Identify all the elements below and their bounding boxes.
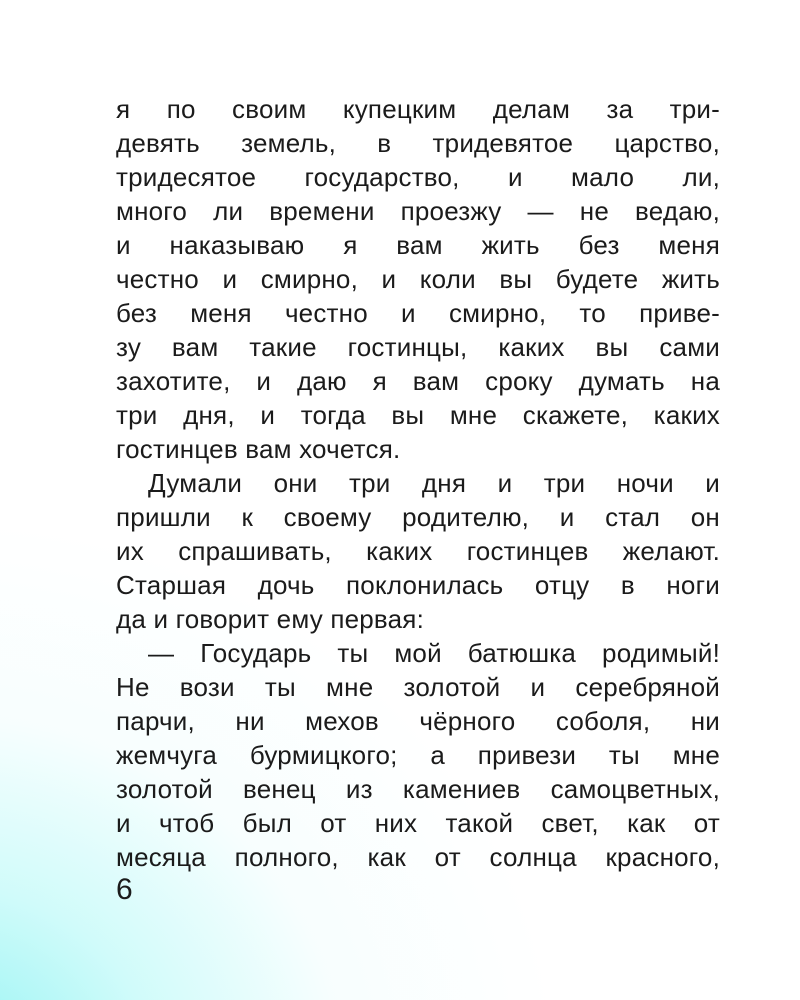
text-line: жемчуга бурмицкого; а привези ты мне <box>116 740 720 770</box>
page-number: 6 <box>116 873 133 906</box>
text-line: да и говорит ему первая: <box>116 604 425 634</box>
text-line: много ли времени проезжу — не ведаю, <box>116 196 720 226</box>
text-block <box>116 92 720 874</box>
text-line: — Государь ты мой батюшка родимый! <box>148 638 720 668</box>
text-line: Думали они три дня и три ночи и <box>148 468 720 498</box>
text-line: девять земель, в тридевятое царство, <box>116 128 720 158</box>
text-line: зу вам такие гостинцы, каких вы сами <box>116 332 720 362</box>
text-line: тридесятое государство, и мало ли, <box>116 162 720 192</box>
text-line: три дня, и тогда вы мне скажете, каких <box>116 400 720 430</box>
text-line: я по своим купецким делам за три- <box>116 94 720 124</box>
text-line: их спрашивать, каких гостинцев желают. <box>116 536 720 566</box>
paragraph-3 <box>116 636 720 874</box>
text-line: парчи, ни мехов чёрного соболя, ни <box>116 706 720 736</box>
text-line: без меня честно и смирно, то приве- <box>116 298 720 328</box>
text-line: Не вози ты мне золотой и серебряной <box>116 672 720 702</box>
text-line: честно и смирно, и коли вы будете жить <box>116 264 720 294</box>
paragraph-1 <box>116 92 720 466</box>
text-line: месяца полного, как от солнца красного, <box>116 842 720 872</box>
text-line: пришли к своему родителю, и стал он <box>116 502 720 532</box>
text-line: захотите, и даю я вам сроку думать на <box>116 366 720 396</box>
text-line: Старшая дочь поклонилась отцу в ноги <box>116 570 720 600</box>
text-line: гостинцев вам хочется. <box>116 434 401 464</box>
text-line: и чтоб был от них такой свет, как от <box>116 808 720 838</box>
text-line: золотой венец из камениев самоцветных, <box>116 774 720 804</box>
text-line: и наказываю я вам жить без меня <box>116 230 720 260</box>
paragraph-2 <box>116 466 720 636</box>
